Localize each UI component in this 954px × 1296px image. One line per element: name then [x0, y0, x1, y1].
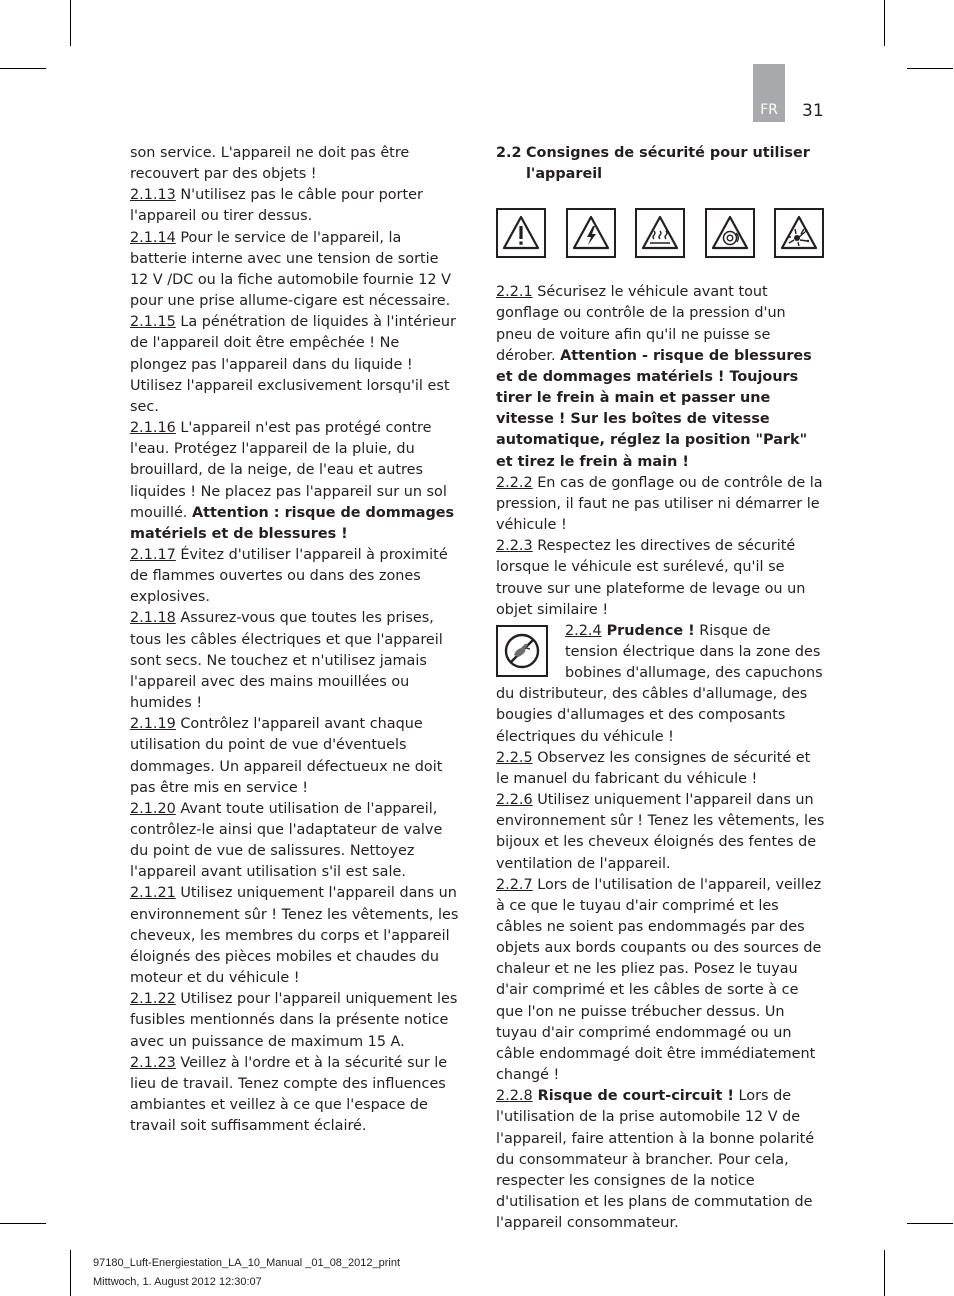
item-text: Utilisez uniquement l'appareil dans un environnement sûr ! Tenez les vêtements, les bijoux et les cheveux éloignés des fentes de ventilation de l'appareil.: [496, 792, 825, 872]
item-warning: Prudence !: [601, 622, 695, 639]
footer-file-name: 97180_Luft-Energiestation_LA_10_Manual _01_08_2012_print: [93, 1257, 401, 1269]
crop-mark: [907, 68, 953, 69]
crop-mark: [884, 0, 885, 46]
item-number: 2.1.16: [130, 420, 176, 437]
crop-mark: [70, 0, 71, 46]
item-text: L'appareil n'est pas protégé contre l'eau. Protégez l'appareil de la pluie, du brouillard, de la neige, de l'eau et autres liquides ! Ne placez pas l'appareil sur un sol mouillé.: [130, 420, 447, 521]
item-text: Risque de tension électrique dans la zone des bobines d'allumage, des capuchons du distributeur, des câbles d'allumage, des bougies d'allumages et des composants électriques du véhicule !: [496, 622, 823, 745]
item-2-1-18: [130, 608, 460, 714]
item-number: 2.1.23: [130, 1054, 176, 1071]
item-number: 2.2.6: [496, 792, 533, 809]
item-warning: Attention : risque de dommages matériels et de blessures !: [130, 504, 455, 542]
item-2-2-1: [496, 282, 826, 472]
item-2-2-6: [496, 790, 826, 875]
item-2-1-16: [130, 418, 460, 545]
item-2-1-21: [130, 883, 460, 989]
intro-paragraph: son service. L'appareil ne doit pas être recouvert par des objets !: [130, 145, 410, 183]
item-2-1-22: [130, 989, 460, 1052]
item-number: 2.2.2: [496, 474, 533, 491]
footer-timestamp: Mittwoch, 1. August 2012 12:30:07: [93, 1276, 262, 1288]
crop-mark: [907, 1223, 953, 1224]
item-2-1-17: [130, 545, 460, 608]
page-number: 31: [802, 101, 824, 121]
language-tab: [753, 64, 785, 122]
item-text: Lors de l'utilisation de l'appareil, veillez à ce que le tuyau d'air comprimé et les câbles ne soient pas endommagés par des objets aux bords coupants ou des sources de chaleur et ne les pliez pas. Posez le tuyau d'air comprimé et les câbles de sorte à ce que l'on ne puisse trébucher dessus. Un tuyau d'air comprimé endommagé ou un câble endommagé doit être immédiatement changé !: [496, 876, 822, 1084]
section-title: Consignes de sécurité pour utiliser l'appareil: [526, 145, 810, 183]
crop-mark: [884, 1250, 885, 1296]
item-text: La pénétration de liquides à l'intérieur de l'appareil doit être empêchée ! Ne plongez pas l'appareil dans du liquide ! Utilisez l'appareil exclusivement lorsqu'il est sec.: [130, 314, 456, 415]
crop-mark: [0, 68, 46, 69]
item-2-1-20: [130, 799, 460, 884]
item-text: N'utilisez pas le câble pour porter l'appareil ou tirer dessus.: [130, 187, 423, 225]
section-number: 2.2: [496, 145, 522, 161]
item-number: 2.2.7: [496, 876, 533, 893]
item-text: Assurez-vous que toutes les prises, tous les câbles électriques et que l'appareil sont secs. Ne touchez et n'utilisez jamais l'appareil avec des mains mouillées ou humides !: [130, 610, 443, 712]
item-number: 2.1.22: [130, 991, 176, 1008]
item-2-1-15: [130, 312, 460, 418]
warning-icon-row: [496, 208, 824, 258]
item-number: 2.1.20: [130, 800, 176, 817]
item-number: 2.1.19: [130, 716, 176, 733]
item-text: Utilisez pour l'appareil uniquement les fusibles mentionnés dans la présente notice avec un puissance de maximum 15 A.: [130, 991, 458, 1050]
electric-shock-warning-icon: [566, 208, 616, 258]
item-text: En cas de gonflage ou de contrôle de la pression, il faut ne pas utiliser ni démarrer le véhicule !: [496, 474, 823, 534]
item-2-1-13: [130, 185, 460, 227]
item-text: Observez les consignes de sécurité et le manuel du fabricant du véhicule !: [496, 749, 811, 787]
language-label: FR: [760, 102, 778, 118]
no-touch-ignition-icon: [496, 625, 548, 677]
item-2-2-7: [496, 875, 826, 1087]
item-text: Sécurisez le véhicule avant tout gonflage ou contrôle de la pression d'un pneu de voiture afin qu'il ne puisse se dérober.: [496, 284, 786, 364]
item-text: Lors de l'utilisation de la prise automobile 12 V de l'appareil, faire attention à la bonne polarité du consommateur à brancher. Pour cela, respecter les consignes de la notice d'utilisation et les plans de commutation de l'appareil consommateur.: [496, 1088, 815, 1232]
hot-surface-warning-icon: [635, 208, 685, 258]
item-number: 2.1.15: [130, 314, 176, 331]
left-column: [130, 143, 460, 1137]
item-2-1-23: [130, 1053, 460, 1138]
item-text: Évitez d'utiliser l'appareil à proximité de flammes ouvertes ou dans des zones explosives.: [130, 546, 448, 606]
item-number: 2.2.5: [496, 749, 533, 766]
item-warning: Risque de court-circuit !: [532, 1088, 734, 1105]
item-text: Utilisez uniquement l'appareil dans un environnement sûr ! Tenez les vêtements, les cheveux, les membres du corps et l'appareil éloignés des pièces mobiles et chaudes du moteur et du véhicule !: [130, 885, 459, 987]
item-number: 2.1.13: [130, 187, 176, 204]
section-heading: [496, 143, 826, 185]
item-warning: Attention - risque de blessures et de dommages matériels ! Toujours tirer le frein à main et passer une vitesse ! Sur les boîtes de vitesse automatique, réglez la position "Park" et tirez le frein à main !: [496, 347, 812, 470]
item-2-2-5: [496, 748, 826, 790]
item-2-2-8: [496, 1086, 826, 1234]
right-column: [496, 143, 826, 1234]
item-2-2-2: [496, 473, 826, 536]
crop-mark: [0, 1223, 46, 1224]
item-number: 2.2.8: [496, 1088, 533, 1105]
item-2-2-3: [496, 536, 826, 621]
item-text: Respectez les directives de sécurité lorsque le véhicule est surélevé, qu'il se trouve sur une plateforme de levage ou un objet similaire !: [496, 538, 806, 618]
item-text: Veillez à l'ordre et à la sécurité sur le lieu de travail. Tenez compte des influences ambiantes et veillez à ce que l'espace de travail soit suffisamment éclairé.: [130, 1054, 448, 1135]
general-warning-icon: [496, 208, 546, 258]
item-number: 2.1.18: [130, 610, 176, 627]
item-text: Avant toute utilisation de l'appareil, contrôlez-le ainsi que l'adaptateur de valve du point de vue de salissures. Nettoyez l'appareil avant utilisation s'il est sale.: [130, 800, 443, 881]
item-number: 2.2.1: [496, 284, 533, 301]
print-footer: [93, 1254, 400, 1292]
item-number: 2.2.4: [565, 622, 602, 639]
item-text: Contrôlez l'appareil avant chaque utilisation du point de vue d'éventuels dommages. Un appareil défectueux ne doit pas être mis en service !: [130, 716, 443, 796]
item-2-1-14: [130, 228, 460, 313]
item-2-1-19: [130, 714, 460, 799]
item-number: 2.2.3: [496, 538, 533, 555]
crop-mark: [70, 1250, 71, 1296]
item-number: 2.1.14: [130, 229, 176, 246]
explosion-warning-icon: [774, 208, 824, 258]
item-text: Pour le service de l'appareil, la batterie interne avec une tension de sortie 12 V /DC ou la fiche automobile fournie 12 V pour une prise allume-cigare est nécessaire.: [130, 229, 451, 310]
item-number: 2.1.17: [130, 546, 176, 563]
rotating-parts-warning-icon: [705, 208, 755, 258]
item-number: 2.1.21: [130, 885, 176, 902]
item-2-2-4: [496, 621, 826, 748]
